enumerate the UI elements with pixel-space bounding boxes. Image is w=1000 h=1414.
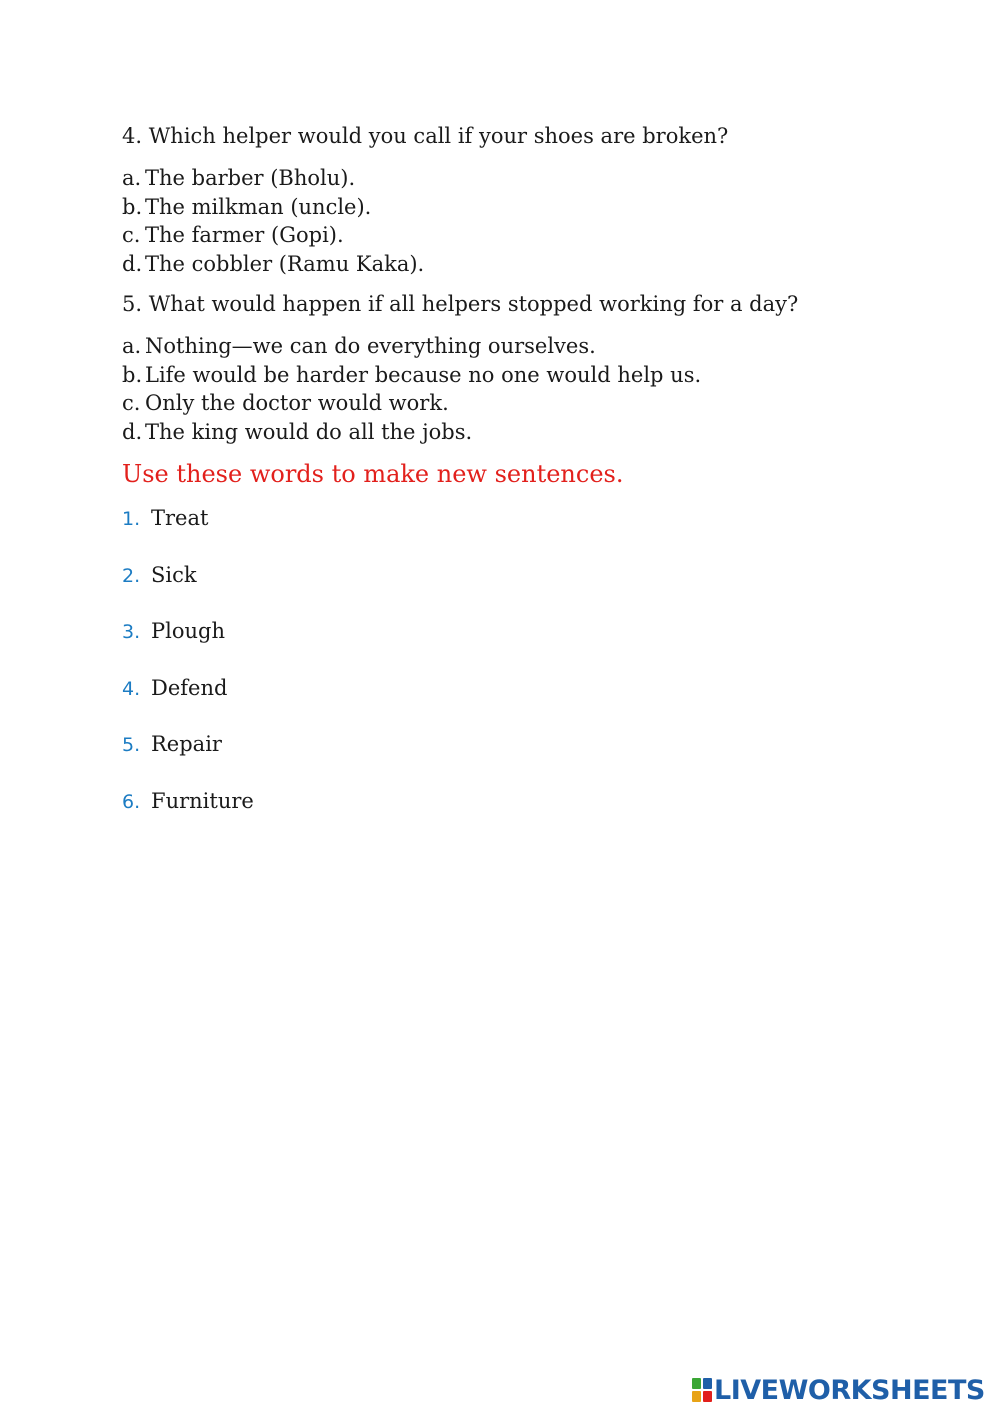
option-letter: a.	[122, 334, 142, 358]
question-4-text: 4. Which helper would you call if your shoes are broken?	[122, 124, 729, 148]
brand-name: LIVEWORKSHEETS	[714, 1374, 985, 1406]
question-4-option-c[interactable]	[122, 221, 424, 250]
option-text: Only the doctor would work.	[145, 391, 449, 415]
question-5-text: 5. What would happen if all helpers stopped working for a day?	[122, 292, 799, 316]
option-text: The milkman (uncle).	[145, 194, 372, 219]
word-number: 4.	[122, 677, 141, 700]
option-letter: c.	[122, 391, 141, 415]
logo-square-icon	[692, 1378, 701, 1389]
option-text: The barber (Bholu).	[145, 166, 356, 190]
word-text: Repair	[151, 732, 222, 757]
word-number: 2.	[122, 564, 141, 587]
word-item	[122, 674, 254, 731]
word-text: Furniture	[151, 788, 254, 813]
option-letter: c.	[122, 223, 141, 247]
word-item	[122, 617, 254, 674]
word-text: Treat	[151, 506, 209, 530]
option-letter: a.	[122, 166, 142, 190]
word-text: Plough	[151, 619, 225, 644]
question-4-option-d[interactable]	[122, 250, 424, 279]
word-number: 3.	[122, 621, 141, 644]
option-text: Nothing—we can do everything ourselves.	[145, 334, 596, 358]
word-text: Sick	[151, 562, 197, 587]
section-heading: Use these words to make new sentences.	[122, 460, 624, 488]
word-list	[122, 504, 254, 844]
question-5-options	[122, 332, 701, 446]
word-text: Defend	[151, 675, 228, 700]
word-item	[122, 730, 254, 787]
question-4-options	[122, 164, 424, 278]
option-letter: b.	[122, 194, 143, 219]
logo-square-icon	[703, 1378, 712, 1389]
word-item	[122, 787, 254, 844]
option-letter: b.	[122, 362, 143, 387]
question-5-option-a[interactable]	[122, 332, 701, 361]
question-5-option-b[interactable]	[122, 361, 701, 390]
option-letter: d.	[122, 419, 143, 444]
option-text: The cobbler (Ramu Kaka).	[145, 251, 425, 276]
liveworksheets-logo-icon	[692, 1378, 712, 1402]
liveworksheets-brand[interactable]	[692, 1374, 985, 1406]
question-5-option-d[interactable]	[122, 418, 701, 447]
logo-square-icon	[692, 1391, 701, 1402]
word-item	[122, 561, 254, 618]
word-number: 6.	[122, 790, 141, 813]
word-item	[122, 504, 254, 561]
option-text: The king would do all the jobs.	[145, 419, 473, 444]
logo-square-icon	[703, 1391, 712, 1402]
option-text: The farmer (Gopi).	[145, 223, 344, 247]
word-number: 5.	[122, 734, 141, 757]
question-5-option-c[interactable]	[122, 389, 701, 418]
option-letter: d.	[122, 251, 143, 276]
question-4-option-b[interactable]	[122, 193, 424, 222]
option-text: Life would be harder because no one would help us.	[145, 362, 702, 387]
word-number: 1.	[122, 508, 141, 530]
question-4-option-a[interactable]	[122, 164, 424, 193]
